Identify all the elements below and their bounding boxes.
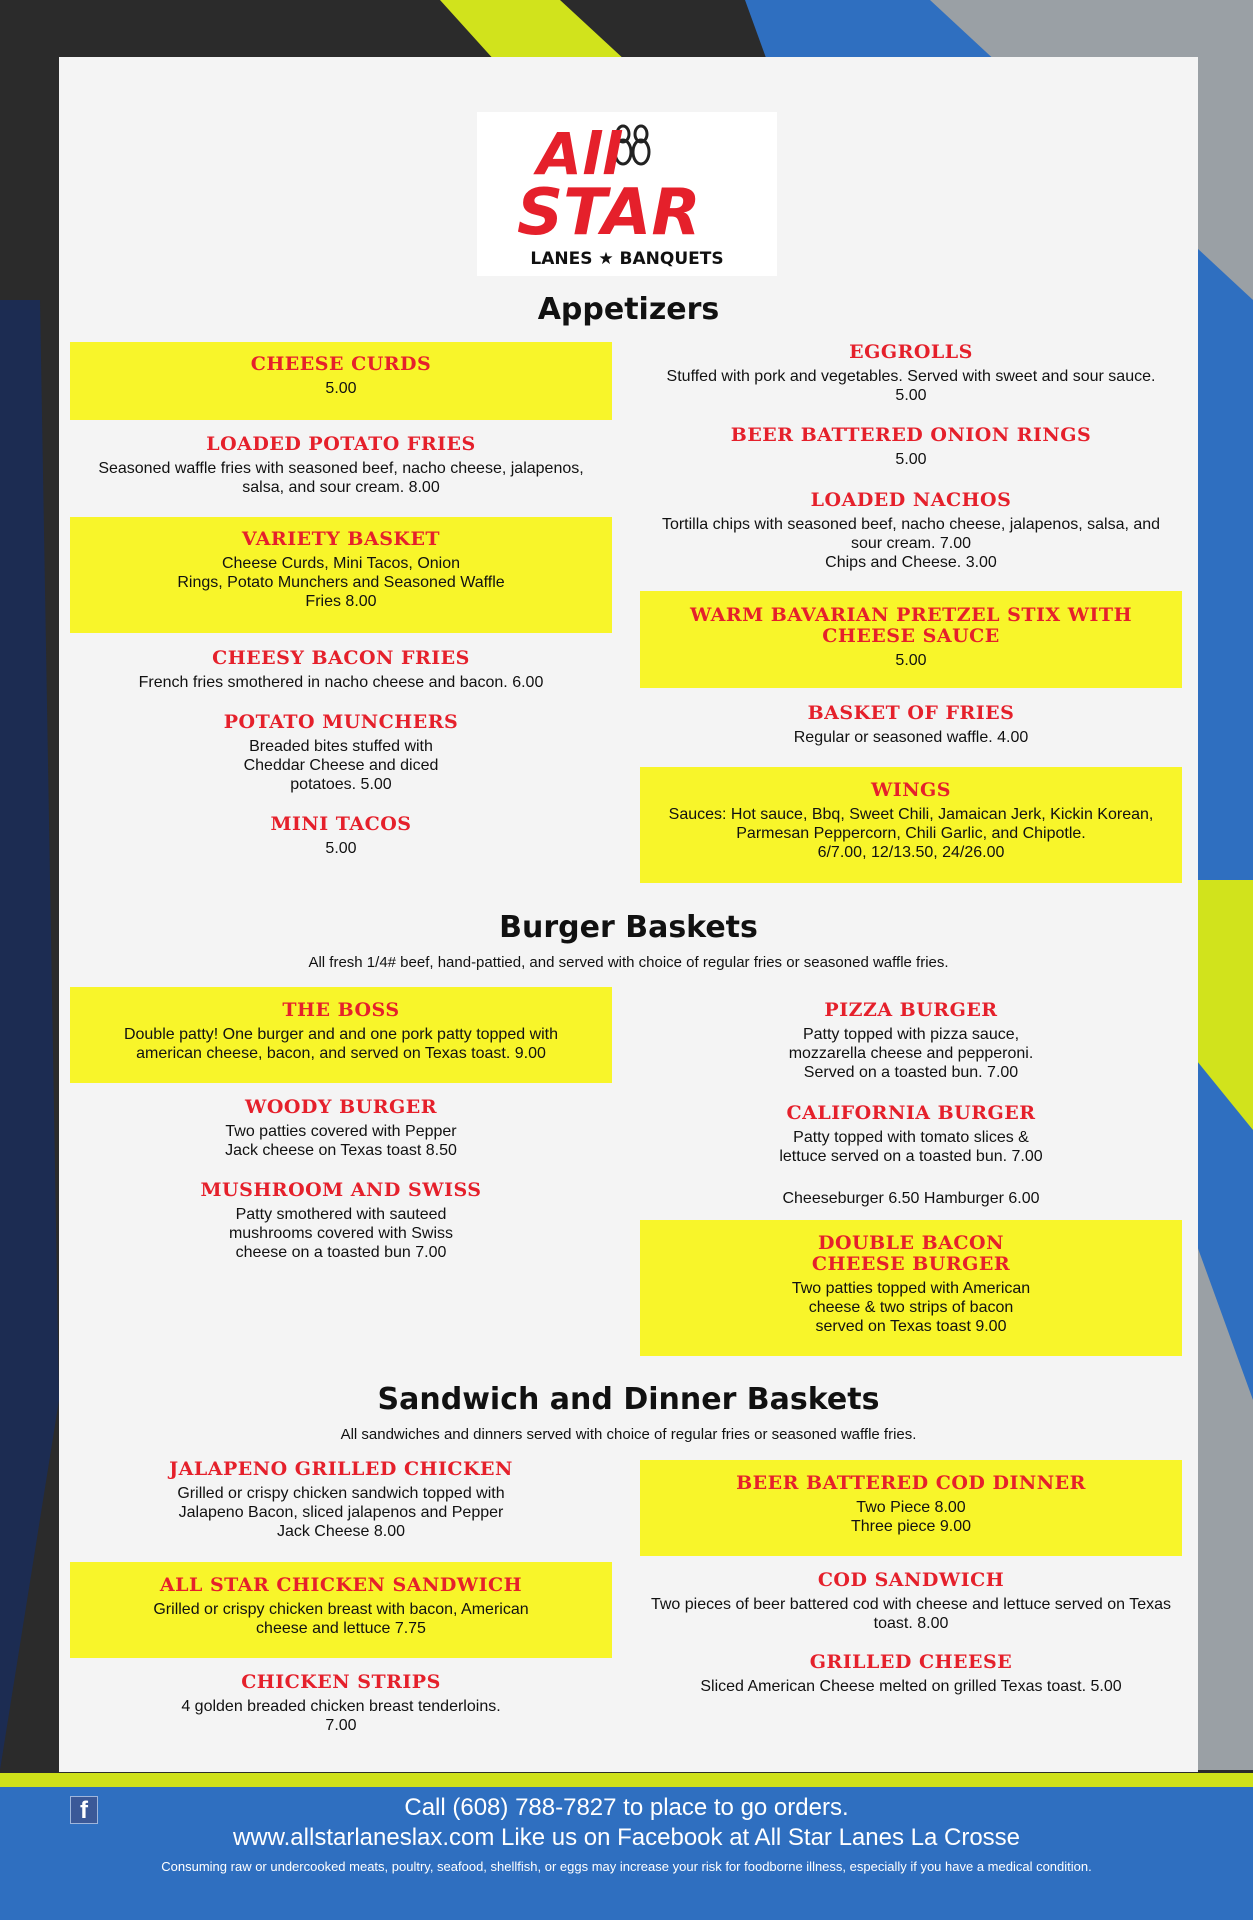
website-line[interactable]: www.allstarlaneslax.com Like us on Facebook at All Star Lanes La Crosse bbox=[232, 1824, 1021, 1851]
menu-item bbox=[640, 1570, 1182, 1633]
item-name: WOODY BURGER bbox=[244, 1096, 437, 1118]
item-name: ALL STAR CHICKEN SANDWICH bbox=[159, 1574, 523, 1596]
item-description: Patty smothered with sauteed bbox=[235, 1206, 447, 1223]
item-description: Three piece 9.00 bbox=[850, 1518, 972, 1535]
item-name: CALIFORNIA BURGER bbox=[786, 1102, 1036, 1124]
menu-item bbox=[640, 1460, 1182, 1556]
item-description: Stuffed with pork and vegetables. Served with sweet and sour sauce. bbox=[666, 368, 1156, 385]
menu-item bbox=[70, 648, 612, 692]
menu-item bbox=[70, 1562, 612, 1658]
menu-item bbox=[640, 1652, 1182, 1696]
menu-item bbox=[640, 1185, 1182, 1208]
item-description: Breaded bites stuffed with bbox=[249, 738, 433, 755]
disclaimer: Consuming raw or undercooked meats, poultry, seafood, shellfish, or eggs may increase your risk for foodborne illness, especially if you have a medical condition. bbox=[161, 1859, 1092, 1874]
item-name: WARM BAVARIAN PRETZEL STIX WITH bbox=[689, 604, 1133, 626]
sandwiches-title: Sandwich and Dinner Baskets bbox=[377, 1382, 880, 1417]
item-description: Cheese Curds, Mini Tacos, Onion bbox=[221, 555, 461, 572]
item-price: 5.00 bbox=[325, 380, 357, 397]
menu-item bbox=[70, 712, 612, 794]
menu-item bbox=[640, 425, 1182, 469]
item-description: american cheese, bacon, and served on Texas toast. 9.00 bbox=[136, 1045, 546, 1062]
item-description: Sauces: Hot sauce, Bbq, Sweet Chili, Jamaican Jerk, Kickin Korean, bbox=[668, 806, 1154, 823]
item-description: Cheddar Cheese and diced bbox=[243, 757, 439, 774]
item-name: JALAPENO GRILLED CHICKEN bbox=[169, 1458, 513, 1480]
item-description: Two patties topped with American bbox=[791, 1280, 1031, 1297]
item-description: Tortilla chips with seasoned beef, nacho cheese, jalapenos, salsa, and bbox=[661, 516, 1161, 533]
menu-item bbox=[70, 342, 612, 420]
menu-item bbox=[70, 434, 612, 497]
item-name: THE BOSS bbox=[282, 999, 400, 1021]
item-price: 5.00 bbox=[325, 840, 357, 857]
item-description: Jack Cheese 8.00 bbox=[276, 1523, 406, 1540]
item-name: VARIETY BASKET bbox=[241, 528, 441, 550]
item-description: mozzarella cheese and pepperoni. bbox=[788, 1045, 1034, 1062]
item-name: EGGROLLS bbox=[849, 341, 973, 363]
item-description: lettuce served on a toasted bun. 7.00 bbox=[779, 1148, 1043, 1165]
menu-item bbox=[70, 1672, 612, 1735]
menu-item bbox=[640, 1000, 1182, 1082]
order-phone-line: Call (608) 788-7827 to place to go orders. bbox=[404, 1794, 849, 1821]
logo-top-text: All bbox=[537, 120, 622, 188]
menu-item bbox=[640, 1220, 1182, 1356]
item-description: 5.00 bbox=[895, 387, 927, 404]
item-description: Parmesan Peppercorn, Chili Garlic, and Chipotle. bbox=[736, 825, 1086, 842]
menu-item bbox=[70, 1459, 612, 1541]
menu-item bbox=[640, 767, 1182, 883]
item-description: Double patty! One burger and and one pork patty topped with bbox=[123, 1026, 559, 1043]
item-name: BASKET OF FRIES bbox=[807, 702, 1015, 724]
item-description: Jalapeno Bacon, sliced jalapenos and Pepper bbox=[178, 1504, 504, 1521]
item-name: CHICKEN STRIPS bbox=[241, 1671, 441, 1693]
item-name: LOADED POTATO FRIES bbox=[206, 433, 476, 455]
item-description: sour cream. 7.00 bbox=[850, 535, 972, 552]
item-description: cheese on a toasted bun 7.00 bbox=[235, 1244, 447, 1261]
item-description: Grilled or crispy chicken sandwich topped with bbox=[177, 1485, 505, 1502]
footer-stripe bbox=[0, 1773, 1253, 1787]
item-name: CHEESE SAUCE bbox=[822, 625, 1000, 647]
item-name: PIZZA BURGER bbox=[824, 999, 998, 1021]
logo bbox=[477, 112, 777, 276]
item-description: potatoes. 5.00 bbox=[290, 776, 392, 793]
item-description: Two Piece 8.00 bbox=[856, 1499, 966, 1516]
item-name: MUSHROOM AND SWISS bbox=[200, 1179, 482, 1201]
item-description: French fries smothered in nacho cheese and bacon. 6.00 bbox=[138, 674, 544, 691]
item-name: CHEESE CURDS bbox=[250, 353, 432, 375]
facebook-icon[interactable]: f bbox=[70, 1796, 98, 1824]
item-description: mushrooms covered with Swiss bbox=[228, 1225, 454, 1242]
item-name: DOUBLE BACON bbox=[818, 1232, 1004, 1254]
item-description: toast. 8.00 bbox=[873, 1615, 949, 1632]
item-description: 6/7.00, 12/13.50, 24/26.00 bbox=[817, 844, 1005, 861]
item-description: Fries 8.00 bbox=[305, 593, 377, 610]
item-description: salsa, and sour cream. 8.00 bbox=[242, 479, 440, 496]
item-description: Grilled or crispy chicken breast with bacon, American bbox=[153, 1601, 529, 1618]
item-name: CHEESY BACON FRIES bbox=[212, 647, 470, 669]
menu-item bbox=[640, 591, 1182, 688]
item-description: Patty topped with tomato slices & bbox=[793, 1129, 1029, 1146]
item-description: Two patties covered with Pepper bbox=[225, 1123, 457, 1140]
item-description: Sliced American Cheese melted on grilled Texas toast. 5.00 bbox=[700, 1678, 1122, 1695]
item-name: CHEESE BURGER bbox=[811, 1253, 1011, 1275]
item-description: Rings, Potato Munchers and Seasoned Waffle bbox=[177, 574, 505, 591]
appetizers-title: Appetizers bbox=[537, 292, 720, 327]
menu-item bbox=[70, 517, 612, 633]
item-description: served on Texas toast 9.00 bbox=[815, 1318, 1007, 1335]
item-description: cheese & two strips of bacon bbox=[808, 1299, 1014, 1316]
item-name: LOADED NACHOS bbox=[810, 489, 1012, 511]
item-name: BEER BATTERED COD DINNER bbox=[736, 1472, 1086, 1494]
logo-main-text: STAR bbox=[517, 176, 701, 250]
menu-item bbox=[70, 987, 612, 1083]
item-description: Served on a toasted bun. 7.00 bbox=[803, 1064, 1019, 1081]
item-description: cheese and lettuce 7.75 bbox=[256, 1620, 426, 1637]
item-name: COD SANDWICH bbox=[817, 1569, 1005, 1591]
item-name: BEER BATTERED ONION RINGS bbox=[730, 424, 1092, 446]
item-name: WINGS bbox=[870, 779, 952, 801]
item-description: 7.00 bbox=[325, 1717, 357, 1734]
menu-item bbox=[640, 703, 1182, 747]
sandwiches-subtitle: All sandwiches and dinners served with choice of regular fries or seasoned waffle fries. bbox=[340, 1426, 917, 1443]
logo-sub-text: LANES ★ BANQUETS bbox=[530, 249, 724, 269]
item-name: MINI TACOS bbox=[270, 813, 412, 835]
item-description: Seasoned waffle fries with seasoned beef, nacho cheese, jalapenos, bbox=[98, 460, 584, 477]
menu-item bbox=[640, 342, 1182, 405]
item-name: POTATO MUNCHERS bbox=[223, 711, 459, 733]
menu-item bbox=[70, 1097, 612, 1160]
burgers-subtitle: All fresh 1/4# beef, hand-pattied, and served with choice of regular fries or seasoned waffle fries. bbox=[308, 954, 949, 971]
bowling-pins-icon bbox=[477, 112, 777, 276]
item-description: Chips and Cheese. 3.00 bbox=[825, 554, 997, 571]
menu-item bbox=[640, 1103, 1182, 1166]
item-description: Patty topped with pizza sauce, bbox=[802, 1026, 1020, 1043]
menu-item bbox=[640, 490, 1182, 572]
item-price: 5.00 bbox=[895, 652, 927, 669]
menu-item bbox=[70, 1180, 612, 1262]
item-description: Regular or seasoned waffle. 4.00 bbox=[793, 729, 1029, 746]
burgers-title: Burger Baskets bbox=[499, 910, 758, 945]
item-price: 5.00 bbox=[895, 451, 927, 468]
item-description: Jack cheese on Texas toast 8.50 bbox=[225, 1142, 457, 1159]
item-description: Cheeseburger 6.50 Hamburger 6.00 bbox=[782, 1190, 1040, 1207]
menu-item bbox=[70, 814, 612, 858]
item-description: 4 golden breaded chicken breast tenderloins. bbox=[181, 1698, 501, 1715]
item-name: GRILLED CHEESE bbox=[809, 1651, 1013, 1673]
item-description: Two pieces of beer battered cod with cheese and lettuce served on Texas bbox=[650, 1596, 1172, 1613]
